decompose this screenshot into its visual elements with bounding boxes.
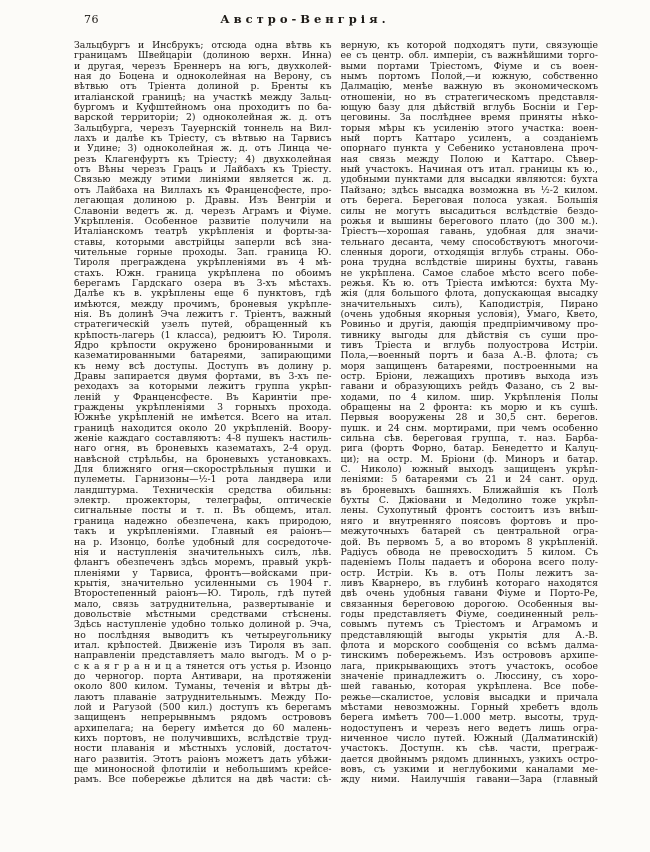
text-line: отношеніи, но въ стратегическомъ представля- <box>340 92 598 103</box>
text-line: отъ берега. Береговая полоса узкая. Большія <box>340 196 598 207</box>
text-line: бухты С. Джіовани и Медолино тоже укрѣп- <box>340 496 598 507</box>
text-line: ландштурма. Техническія средства обильны: <box>74 485 332 496</box>
text-line: Пайзано; здѣсь высадка возможна въ ½-2 килом. <box>340 185 598 196</box>
text-line: около 800 килом. Туманы, теченія и вѣтры дѣ- <box>74 682 332 693</box>
text-line: гавани и образующихъ рейдъ Фазано, съ 2 вы- <box>340 382 598 393</box>
text-line: ще миноносной флотиліи и небольшимъ крейсе- <box>74 765 332 776</box>
text-line: С. Николо) южный выходъ защищенъ укрѣп- <box>340 465 598 476</box>
text-line: Здѣсь наступленіе удобно только долиной р. Эча, <box>74 620 332 631</box>
text-line: паденіемъ Полы падаетъ и оборона всего полу- <box>340 558 598 569</box>
text-line: Связью между этими линіями является ж. д. <box>74 175 332 186</box>
text-line: леній у Франценсфесте. Въ Каринтіи пре- <box>74 392 332 403</box>
text-line: защищенъ непрерывнымъ рядомъ острововъ <box>74 713 332 724</box>
text-line: до черногор. порта Антивари, на протяженіи <box>74 671 332 682</box>
text-line: наго огня, въ броневыхъ казематахъ, 2-4 оруд. <box>74 444 332 455</box>
text-line: наго развитія. Этотъ раіонъ можетъ дать убѣжи- <box>74 754 332 765</box>
text-line: мѣстами невозможны. Горный хребетъ вдоль <box>340 703 598 713</box>
text-line: итал. крѣпостей. Движеніе изъ Тироля въ зап. <box>74 640 332 651</box>
text-line: дается двойнымъ рядомъ длинныхъ, узкихъ остро- <box>340 754 598 765</box>
text-line: не укрѣплена. Самое слабое мѣсто всего побе- <box>340 268 598 279</box>
text-column-right <box>341 41 599 786</box>
text-line: отъ Лайбаха на Виллахъ къ Франценсфесте, про- <box>74 185 332 196</box>
text-line: Славоніи ведетъ ж. д. черезъ Аграмъ и Фіуме. <box>74 206 332 217</box>
text-line: имѣются, между прочимъ, броневыя укрѣпле- <box>74 299 332 310</box>
text-line: казематированными батареями, запирающими <box>74 351 332 362</box>
text-line: граница надежно обезпечена, какъ природою, <box>74 516 332 527</box>
text-line: остр. Истріи. Къ в. отъ Полы лежитъ за- <box>340 568 598 579</box>
text-line: вѣтвью отъ Тріента долиной р. Бренты къ <box>74 82 332 93</box>
text-line: значеніе принадлежитъ о. Люссину, съ хоро- <box>340 671 598 682</box>
text-line: рамъ. Все побережье дѣлится на двѣ части: сѣ- <box>74 775 332 786</box>
text-line: лой и Рагузой (500 кил.) доступъ къ берегамъ <box>74 703 332 713</box>
text-line: ный портъ Каттаро усиленъ, а созданіемъ <box>340 134 598 145</box>
text-line: режье—скалистое, условія высадки и причала <box>340 692 598 703</box>
text-line: (очень удобныя якорныя условія), Умаго, Квето, <box>340 309 598 320</box>
text-line: жду ними. Наилучшія гавани—Зара (главный <box>340 775 598 786</box>
text-line: резъ Клагенфуртъ къ Тріесту; 4) двухколейная <box>74 154 332 165</box>
text-line: архипелага; на берегу имѣется до 60 малень- <box>74 723 332 734</box>
text-line: ная до Боцена и одноколейная на Верону, съ <box>74 72 332 83</box>
text-line: опорнаго пункта у Себенико установлена проч- <box>340 144 598 155</box>
text-line: значительныхъ силъ), Каподистрія, Пирано <box>340 299 598 310</box>
text-line: и другая, черезъ Бреннеръ на югъ, двухколей- <box>74 61 332 72</box>
text-line: границѣ находится около 20 укрѣпленій. Воору- <box>74 423 332 434</box>
text-line: ливъ Кварнеро, въ глубинѣ котораго находятся <box>340 578 598 589</box>
text-line: пушк. и 24 снм. мортирами, при чемъ особенно <box>340 423 598 434</box>
text-line: Тріестъ—хорошая гавань, удобная для значи- <box>340 227 598 238</box>
text-line: стахъ. Южн. граница укрѣплена по обоимъ <box>74 268 332 279</box>
text-line: совымъ путемъ съ Тріестомъ и Аграмомъ и <box>340 620 598 631</box>
text-line: Южнѣе укрѣпленій не имѣется. Всего на итал. <box>74 413 332 424</box>
text-line: с к а я г р а н и ц а тянется отъ устья р. Изонцо <box>74 661 332 672</box>
text-line: электр. прожекторы, телеграфы, оптическіе <box>74 496 332 507</box>
text-line: годы представляетъ Фіуме, соединенный рель- <box>340 609 598 620</box>
text-line: ставы, которыми австрійцы заперли всѣ зна- <box>74 237 332 248</box>
text-line: нымъ портомъ Полой,—и южную, собственно <box>340 72 598 83</box>
text-line: ный участокъ. Начиная отъ итал. границы къ ю., <box>340 165 598 176</box>
text-line: участокъ. Доступн. къ сѣв. части, преграж- <box>340 744 598 755</box>
text-line: торыя мѣры къ усиленію этого участка: воен- <box>340 123 598 134</box>
text-line: нодоступенъ и черезъ него ведетъ лишь огра- <box>340 723 598 734</box>
text-line: довольствіе мѣстными средствами стѣснены. <box>74 609 332 620</box>
text-line: мало, связь затруднительна, развертываніе и <box>74 599 332 610</box>
text-line: варской территоріи; 2) одноколейная ж. д. отъ <box>74 113 332 124</box>
text-line: обращены на 2 фронта: къ морю и къ сушѣ. <box>340 403 598 414</box>
text-line: женіе каждаго составляютъ: 4-8 пушекъ настиль- <box>74 434 332 445</box>
text-line: двѣ очень удобныя гавани Фіуме и Порто-Ре, <box>340 589 598 600</box>
text-line: флангъ обезпеченъ здѣсь моремъ, правый укрѣ- <box>74 558 332 569</box>
text-line: нія и наступленія значительныхъ силъ, лѣв. <box>74 547 332 558</box>
text-line: Ядро крѣпости окружено бронированными и <box>74 340 332 351</box>
text-line: пулеметы. Гарнизоны—½-1 рота ландвера или <box>74 475 332 486</box>
text-line: отъ Вѣны черезъ Грацъ и Лайбахъ къ Тріесту. <box>74 165 332 176</box>
text-line: италіанской границѣ; на участкѣ между Зальц- <box>74 92 332 103</box>
text-line: Пола,—военный портъ и база А.-В. флота; съ <box>340 351 598 362</box>
text-line: Для ближняго огня—скорострѣльныя пушки и <box>74 465 332 476</box>
text-line: няго и внутренняго поясовъ фортовъ и про- <box>340 516 598 527</box>
text-line: моря защищенъ батареями, построенными на <box>340 361 598 372</box>
text-columns <box>74 41 598 786</box>
text-line: на р. Изонцо, болѣе удобный для сосредоточе- <box>74 537 332 548</box>
text-line: сильна сѣв. береговая группа, т. наз. Барба- <box>340 434 598 445</box>
text-line: тельнаго десанта, чему способствуютъ многочи- <box>340 237 598 248</box>
text-line: Дравы запирается двумя фортами, въ 3-хъ пе- <box>74 372 332 382</box>
text-line: но послѣдняя выводитъ къ четыреугольнику <box>74 630 332 641</box>
text-line: верную, къ которой подходятъ пути, связующіе <box>340 41 598 51</box>
text-line: цеговины. За послѣднее время приняты нѣко- <box>340 113 598 124</box>
text-line: ниченное число путей. Южный (Далматинскій) <box>340 734 598 745</box>
text-line: ющую базу для дѣйствій вглубь Босніи и Гер- <box>340 103 598 114</box>
text-line: ци); на остр. М. Бріони (ф. Миноръ и батар. <box>340 454 598 465</box>
text-line: ее съ центр. обл. имперіи, съ важнѣйшими торго- <box>340 51 598 62</box>
text-line: шей гаванью, которая укрѣплена. Все побе- <box>340 682 598 693</box>
text-line: стратегическій узелъ путей, обращенный къ <box>74 320 332 331</box>
text-line: Первыя вооружены 28 и 30,5 снт. берегов. <box>340 413 598 424</box>
text-line: Тироля преграждена укрѣпленіями въ 4 мѣ- <box>74 258 332 269</box>
text-line: ности плаванія и мѣстныхъ условій, достаточ- <box>74 744 332 755</box>
text-line: рига (фортъ Форно, батар. Бенедетто и Калуц- <box>340 444 598 455</box>
text-line: рона трудна вслѣдствіе ширины бухты, гавань <box>340 258 598 269</box>
text-line: кихъ портовъ, не получившихъ, вслѣдствіе труд- <box>74 734 332 745</box>
running-title: Австро-Венгрія. <box>220 12 390 26</box>
text-line: навѣсной стрѣльбы, на броневыхъ установкахъ. <box>74 454 332 465</box>
text-line: граждены укрѣпленіями 3 горныхъ прохода. <box>74 403 332 414</box>
text-line: легающая долиною р. Дравы. Изъ Венгріи и <box>74 196 332 207</box>
text-line: пленіями у Тарвиса, фронтъ—войсками при- <box>74 568 332 579</box>
text-line: лахъ и далѣе къ Тріесту, съ вѣтвью на Тарвисъ <box>74 134 332 145</box>
text-line: Далѣе къ в. укрѣплены еще 6 пунктовъ, гдѣ <box>74 289 332 300</box>
text-line: силы не могутъ высадиться вслѣдствіе бездо- <box>340 206 598 217</box>
text-line: связанныя береговою дорогою. Особенныя вы- <box>340 599 598 610</box>
text-line: Далмацію, менѣе важную въ экономическомъ <box>340 82 598 93</box>
text-line: границамъ Швейцаріи (долиною верхн. Инна) <box>74 51 332 62</box>
text-line: вовъ, съ узкими и неглубокими каналами ме- <box>340 765 598 776</box>
text-line: жія (для большого флота, допускающая высадку <box>340 289 598 300</box>
text-line: Радіусъ обвода не превосходитъ 5 килом. Съ <box>340 547 598 558</box>
text-line: чительные горные проходы. Зап. граница Ю. <box>74 247 332 258</box>
text-line: въ броневыхъ башняхъ. Ближайшія къ Полѣ <box>340 485 598 496</box>
text-line: къ нему всѣ доступы. Доступъ въ долину р. <box>74 361 332 372</box>
text-line: тивнику выгоды для дѣйствія съ суши про- <box>340 330 598 341</box>
text-line: реходахъ за которыми лежитъ группа укрѣп- <box>74 382 332 393</box>
text-line: Укрѣпленія. Особенное развитіе получили на <box>74 216 332 227</box>
text-line: дой. Въ первомъ 5, а во второмъ 8 укрѣпленій. <box>340 537 598 548</box>
text-line: рожья и вышины берегового плато (до 300 м.). <box>340 216 598 227</box>
text-line: выми портами Тріестомъ, Фіуме и съ воен- <box>340 61 598 72</box>
text-line: Второстепенный раіонъ—Ю. Тироль, гдѣ путей <box>74 589 332 600</box>
text-line: крытія, значительно усиленными съ 1904 г. <box>74 578 332 589</box>
page-number: 76 <box>84 13 99 26</box>
text-line: режья. Къ ю. отъ Тріеста имѣются: бухта Му- <box>340 278 598 289</box>
text-line: тивъ Тріеста и вглубь полуострова Истріи. <box>340 340 598 351</box>
text-line: и Удине; 3) одноколейная ж. д. отъ Линца че- <box>74 144 332 155</box>
text-line: Зальцбурга, черезъ Тауернскій тоннель на Вил- <box>74 123 332 134</box>
text-line: представляющій выгоды укрытія для А.-В. <box>340 630 598 641</box>
text-line: сигнальные посты и т. п. Въ общемъ, итал. <box>74 506 332 517</box>
text-line: направленіи представляетъ мало выгодъ. М о р- <box>74 651 332 662</box>
text-line: лага, прикрывающихъ этотъ участокъ, особое <box>340 661 598 672</box>
text-line: берегамъ Гардскаго озера въ 3-хъ мѣстахъ. <box>74 278 332 289</box>
text-line: крѣпость-лагерь (1 класса), редюитъ Ю. Тироля. <box>74 330 332 341</box>
text-line: лаютъ плаваніе затруднительнымъ. Между По- <box>74 692 332 703</box>
text-line: ная связь между Полою и Каттаро. Сѣвер- <box>340 154 598 165</box>
text-line: нія. Въ долинѣ Эча лежитъ г. Тріентъ, важный <box>74 309 332 320</box>
text-line: остр. Бріони, лежащихъ противъ выхода изъ <box>340 372 598 382</box>
text-line: межуточныхъ батарей съ центральной огра- <box>340 527 598 538</box>
text-line: такъ и укрѣпленіями. Главный ея раіонъ— <box>74 527 332 538</box>
text-line: Италіанскомъ театрѣ укрѣпленія и форты-за- <box>74 227 332 238</box>
text-line: Ровиньо и другія, дающія предпріимчивому про- <box>340 320 598 331</box>
text-line: берега имѣетъ 700—1.000 метр. высоты, труд- <box>340 713 598 724</box>
text-line: удобными пунктами для высадки являются: бухта <box>340 175 598 186</box>
text-line: бургомъ и Куфштейномъ она проходитъ по ба- <box>74 103 332 114</box>
text-line: ходами, по 4 килом. шир. Укрѣпленія Полы <box>340 392 598 403</box>
text-line: леніями: 5 батареями съ 21 и 24 сант. оруд. <box>340 475 598 486</box>
text-column-left <box>74 41 332 786</box>
text-line: флота и морского сообщенія со всѣмъ далма- <box>340 640 598 651</box>
text-line: сленныя дороги, отходящія вглубь страны. Обо- <box>340 247 598 258</box>
text-line: Зальцбургъ и Инсбрукъ; отсюда одна вѣтвь къ <box>74 41 332 51</box>
text-line: лены. Сухопутный фронтъ состоитъ изъ внѣш- <box>340 506 598 517</box>
text-line: тинскимъ побережьемъ. Изъ острововъ архипе- <box>340 651 598 662</box>
